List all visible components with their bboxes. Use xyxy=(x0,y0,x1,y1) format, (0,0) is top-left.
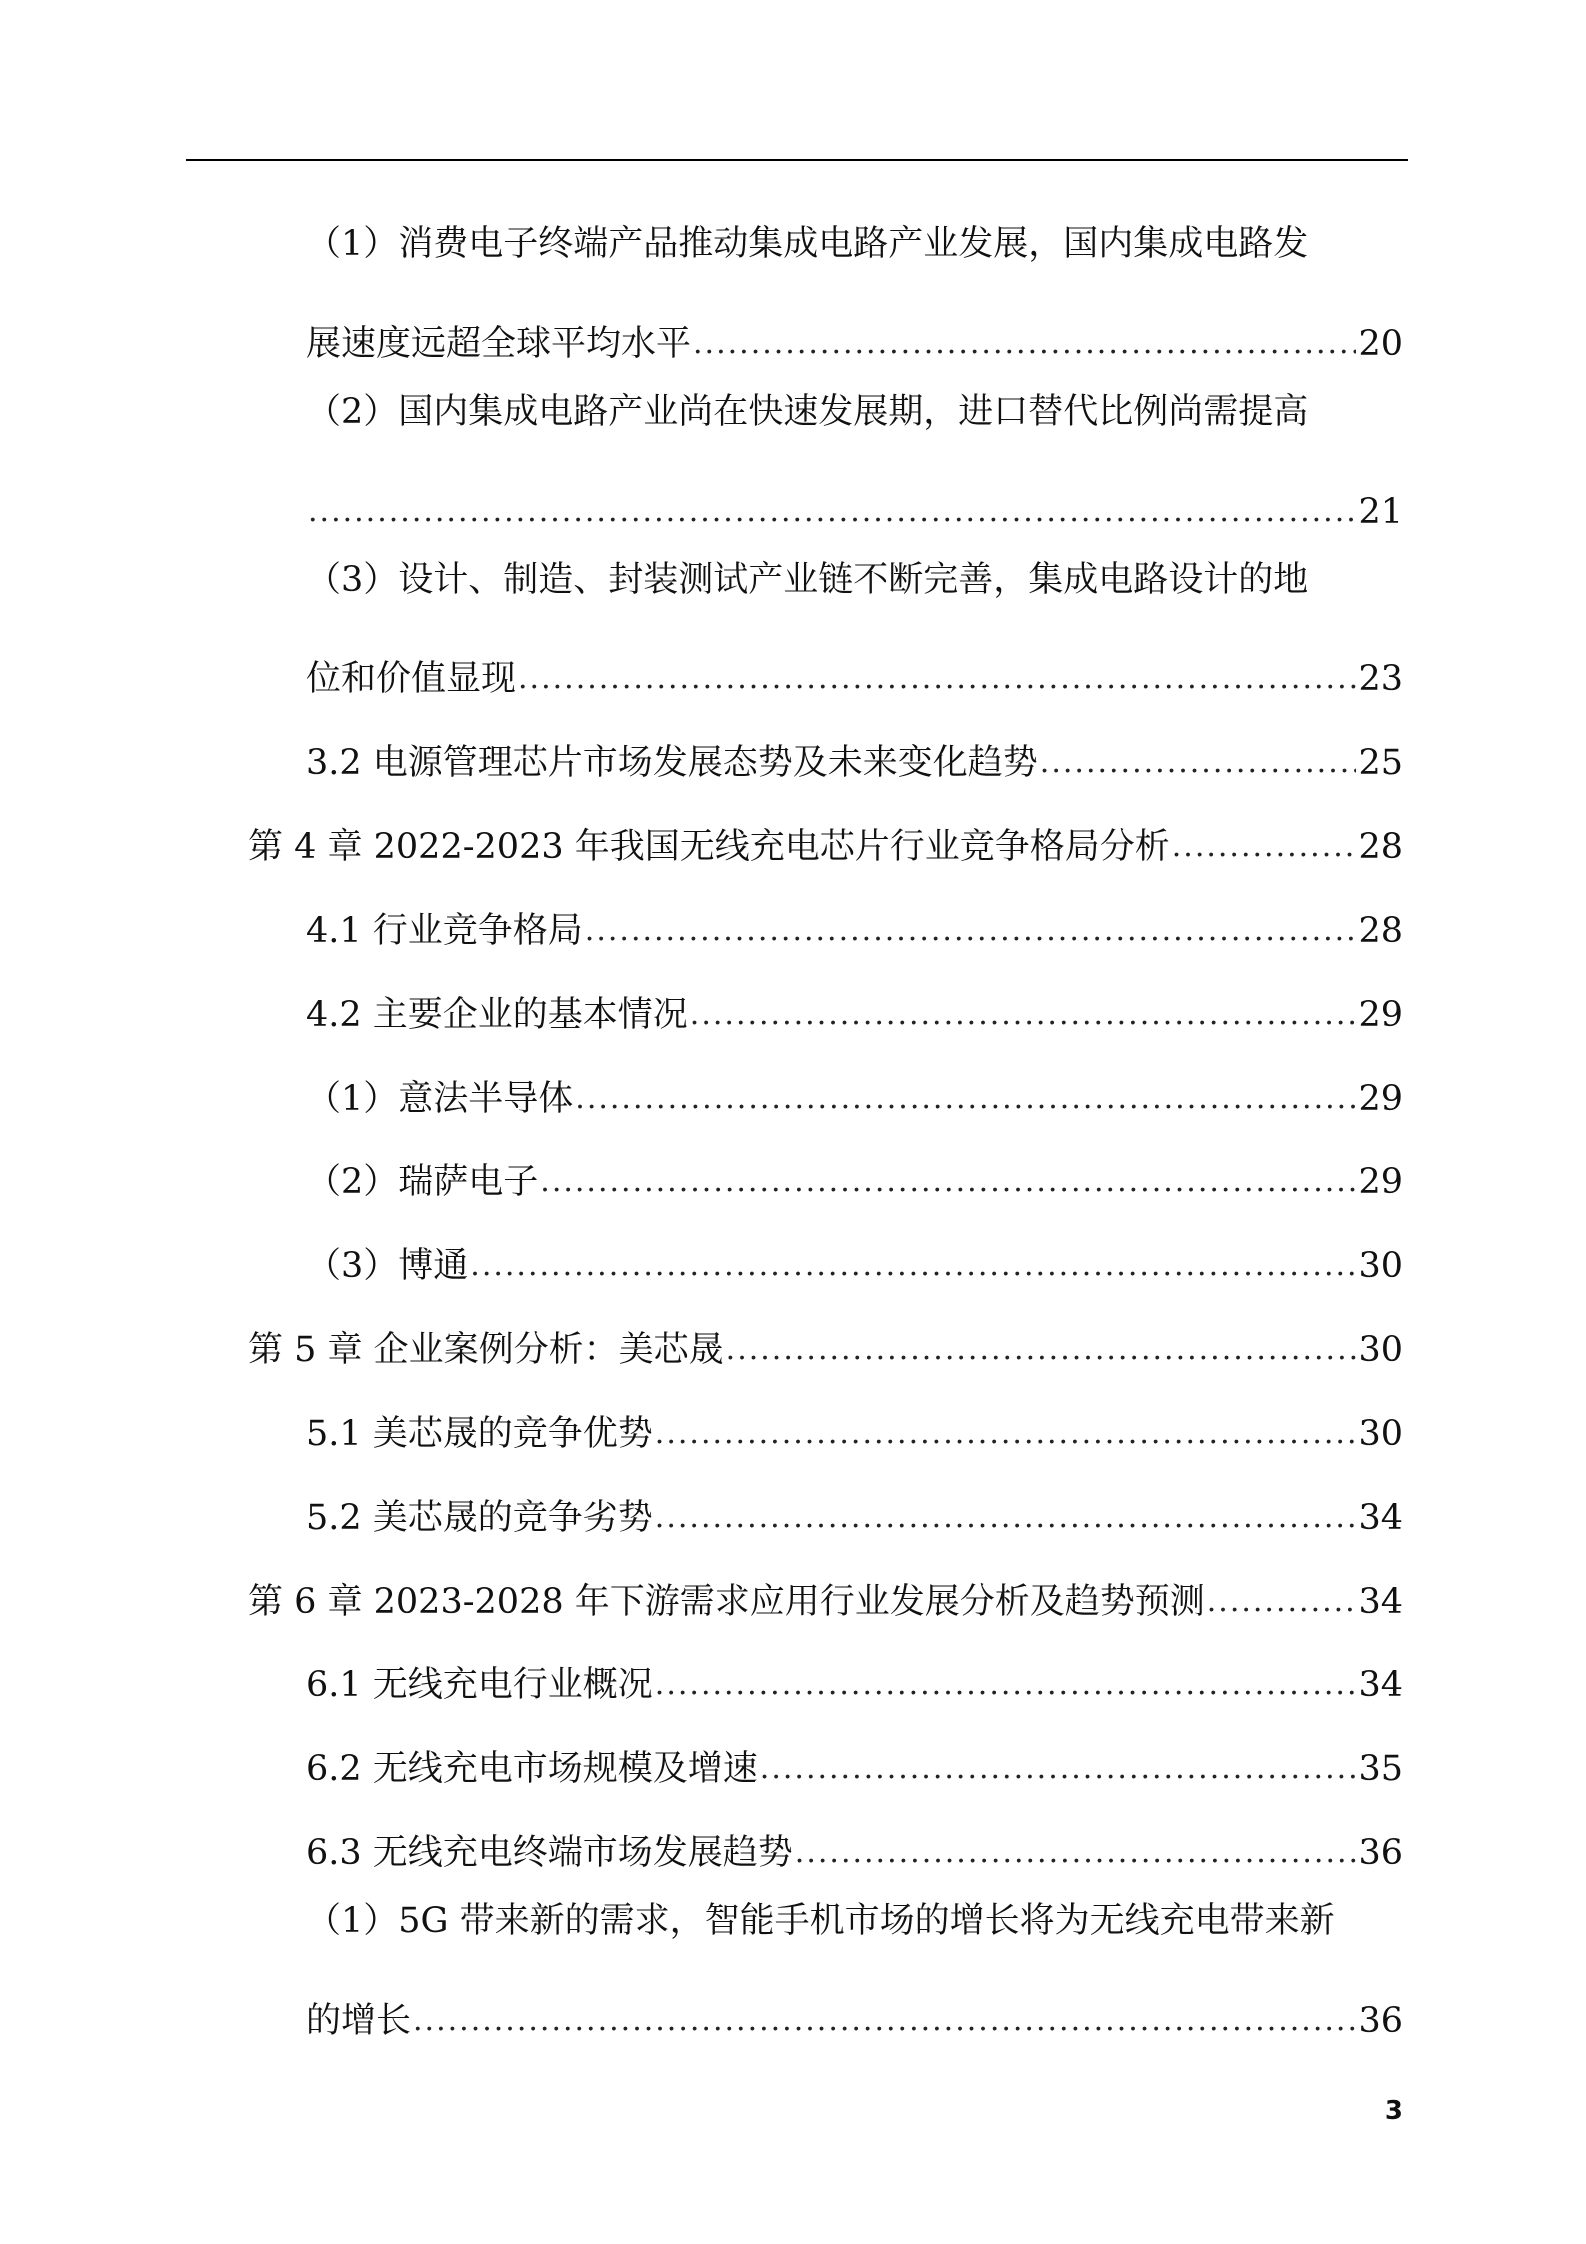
toc-page-number: 25 xyxy=(1358,743,1403,783)
dot-leader xyxy=(1040,741,1357,785)
toc-entry-chapter-5[interactable] xyxy=(248,1312,1403,1372)
toc-page-number: 28 xyxy=(1358,911,1403,951)
dot-leader xyxy=(518,657,1356,701)
toc-entry-title: 4.2 主要企业的基本情况 xyxy=(306,995,688,1035)
toc-entry-chapter-6[interactable] xyxy=(248,1564,1403,1624)
toc-page-number: 35 xyxy=(1358,1749,1403,1789)
toc-entry-4-2-1[interactable] xyxy=(306,1061,1403,1121)
toc-page-number: 30 xyxy=(1358,1246,1403,1286)
toc-entry-3-1-3[interactable] xyxy=(306,641,1403,701)
dot-leader xyxy=(726,1328,1357,1372)
toc-entry-6-1[interactable] xyxy=(306,1647,1403,1707)
toc-entry-5-1[interactable] xyxy=(306,1396,1403,1456)
toc-entry-5-2[interactable] xyxy=(306,1480,1403,1540)
toc-entry-title: （3）博通 xyxy=(306,1246,469,1286)
toc-page-number: 21 xyxy=(1358,492,1403,532)
toc-page-number: 29 xyxy=(1358,1162,1403,1202)
dot-leader xyxy=(795,1831,1357,1875)
toc-entry-title: 第 4 章 2022-2023 年我国无线充电芯片行业竞争格局分析 xyxy=(248,827,1170,867)
toc-entry-title: 6.1 无线充电行业概况 xyxy=(306,1665,653,1705)
dot-leader xyxy=(470,1244,1356,1288)
dot-leader xyxy=(693,322,1356,366)
page-number: 3 xyxy=(1384,2096,1403,2126)
toc-entry-title: （1）意法半导体 xyxy=(306,1079,574,1119)
toc-entry-3-1-2[interactable] xyxy=(306,474,1403,534)
toc-entry-3-1-1[interactable] xyxy=(306,306,1403,366)
toc-entry-title: 第 6 章 2023-2028 年下游需求应用行业发展分析及趋势预测 xyxy=(248,1582,1205,1622)
toc-entry-6-3-1[interactable] xyxy=(306,1983,1403,2043)
toc-entry-title: 6.3 无线充电终端市场发展趋势 xyxy=(306,1833,793,1873)
dot-leader xyxy=(655,1663,1357,1707)
toc-entry-4-2[interactable] xyxy=(306,977,1403,1037)
toc-page-number: 29 xyxy=(1358,995,1403,1035)
toc-entry-title: 6.2 无线充电市场规模及增速 xyxy=(306,1749,758,1789)
toc-entry-title: 5.1 美芯晟的竞争优势 xyxy=(306,1414,653,1454)
toc-entry-title: （2）瑞萨电子 xyxy=(306,1162,539,1202)
dot-leader xyxy=(690,993,1357,1037)
dot-leader xyxy=(760,1747,1357,1791)
dot-leader xyxy=(1207,1580,1357,1624)
toc-page-number: 34 xyxy=(1358,1665,1403,1705)
dot-leader xyxy=(308,490,1356,534)
toc-entry-title: 5.2 美芯晟的竞争劣势 xyxy=(306,1498,653,1538)
toc-entry-4-2-3[interactable] xyxy=(306,1228,1403,1288)
dot-leader xyxy=(655,1412,1357,1456)
toc-page-number: 30 xyxy=(1358,1414,1403,1454)
toc-page-number: 36 xyxy=(1358,1833,1403,1873)
toc-entry-title: 展速度远超全球平均水平 xyxy=(306,324,692,364)
toc-entry-3-1-1-line1[interactable]: （1）消费电子终端产品推动集成电路产业发展，国内集成电路发 xyxy=(306,224,1309,264)
dot-leader xyxy=(655,1496,1357,1540)
dot-leader xyxy=(585,909,1357,953)
dot-leader xyxy=(540,1160,1356,1204)
header-rule xyxy=(186,159,1408,161)
toc-page-number: 28 xyxy=(1358,827,1403,867)
toc-entry-title: 4.1 行业竞争格局 xyxy=(306,911,583,951)
toc-entry-title: 3.2 电源管理芯片市场发展态势及未来变化趋势 xyxy=(306,743,1038,783)
dot-leader xyxy=(575,1077,1356,1121)
toc-page-number: 23 xyxy=(1358,659,1403,699)
toc-entry-3-2[interactable] xyxy=(306,725,1403,785)
toc-page-number: 34 xyxy=(1358,1582,1403,1622)
toc-entry-chapter-4[interactable] xyxy=(248,809,1403,869)
toc-page-number: 36 xyxy=(1358,2001,1403,2041)
dot-leader xyxy=(413,1999,1356,2043)
toc-entry-title: 第 5 章 企业案例分析：美芯晟 xyxy=(248,1330,724,1370)
toc-entry-title: 位和价值显现 xyxy=(306,659,517,699)
dot-leader xyxy=(1172,825,1357,869)
toc-entry-6-3-1-line1[interactable]: （1）5G 带来新的需求，智能手机市场的增长将为无线充电带来新 xyxy=(306,1901,1335,1941)
toc-entry-4-2-2[interactable] xyxy=(306,1144,1403,1204)
toc-page-number: 34 xyxy=(1358,1498,1403,1538)
toc-entry-3-1-2-line1[interactable]: （2）国内集成电路产业尚在快速发展期，进口替代比例尚需提高 xyxy=(306,392,1309,432)
toc-entry-6-3[interactable] xyxy=(306,1815,1403,1875)
toc-entry-4-1[interactable] xyxy=(306,893,1403,953)
toc-page-number: 30 xyxy=(1358,1330,1403,1370)
toc-entry-6-2[interactable] xyxy=(306,1731,1403,1791)
toc-entry-title: 的增长 xyxy=(306,2001,412,2041)
toc-page-number: 20 xyxy=(1358,324,1403,364)
toc-page-number: 29 xyxy=(1358,1079,1403,1119)
toc-entry-3-1-3-line1[interactable]: （3）设计、制造、封装测试产业链不断完善，集成电路设计的地 xyxy=(306,560,1309,600)
